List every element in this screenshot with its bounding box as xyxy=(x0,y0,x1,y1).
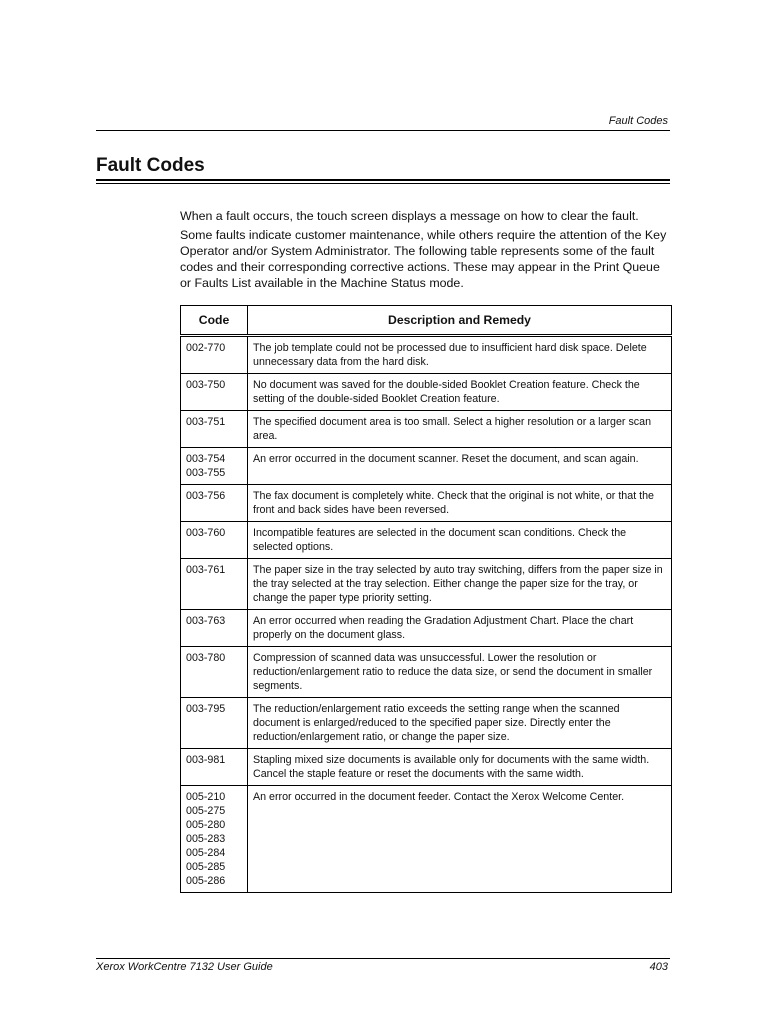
title-rule-thin xyxy=(96,183,670,184)
fault-code: 003-750 xyxy=(186,379,226,391)
fault-code: 003-756 xyxy=(186,490,226,502)
fault-description-cell: No document was saved for the double-sided Booklet Creation feature. Check the setting of the double-sided Booklet Creation feature. xyxy=(248,374,672,411)
fault-code-cell xyxy=(181,749,248,786)
fault-description-cell: An error occurred when reading the Gradation Adjustment Chart. Place the chart properly on the document glass. xyxy=(248,610,672,647)
fault-description-cell: The job template could not be processed due to insufficient hard disk space. Delete unnecessary data from the hard disk. xyxy=(248,336,672,374)
fault-code-cell xyxy=(181,610,248,647)
fault-code: 005-275 xyxy=(186,805,226,817)
fault-code: 003-754 xyxy=(186,453,226,465)
table-row xyxy=(181,559,672,610)
fault-code: 005-285 xyxy=(186,861,226,873)
fault-code: 005-284 xyxy=(186,847,226,859)
fault-code: 003-755 xyxy=(186,467,226,479)
table-row xyxy=(181,786,672,893)
fault-code: 003-981 xyxy=(186,754,226,766)
footer-rule xyxy=(96,958,670,959)
fault-code: 005-280 xyxy=(186,819,226,831)
fault-code-cell xyxy=(181,485,248,522)
header-rule xyxy=(96,130,670,131)
fault-code: 003-795 xyxy=(186,703,226,715)
fault-code-cell xyxy=(181,336,248,374)
fault-code-cell xyxy=(181,786,248,893)
fault-description-cell: Compression of scanned data was unsuccessful. Lower the resolution or reduction/enlargement ratio to reduce the data size, or send the document in smaller segments. xyxy=(248,647,672,698)
fault-code: 003-751 xyxy=(186,416,226,428)
fault-codes-table xyxy=(180,305,672,893)
table-row xyxy=(181,698,672,749)
footer-page-number: 403 xyxy=(649,961,668,973)
title-rule xyxy=(96,179,670,181)
table-row xyxy=(181,647,672,698)
fault-code-cell xyxy=(181,647,248,698)
table-row xyxy=(181,485,672,522)
footer-guide-title: Xerox WorkCentre 7132 User Guide xyxy=(96,961,273,973)
fault-code: 003-760 xyxy=(186,527,226,539)
fault-description-cell: Incompatible features are selected in the document scan conditions. Check the selected options. xyxy=(248,522,672,559)
fault-code-cell xyxy=(181,411,248,448)
fault-code: 003-780 xyxy=(186,652,226,664)
table-row xyxy=(181,411,672,448)
table-row xyxy=(181,336,672,374)
page-title: Fault Codes xyxy=(96,155,205,176)
fault-code-cell xyxy=(181,374,248,411)
code-column-header: Code xyxy=(181,306,248,336)
intro-paragraph-1: When a fault occurs, the touch screen displays a message on how to clear the fault. xyxy=(180,209,639,223)
fault-code: 005-283 xyxy=(186,833,226,845)
description-column-header: Description and Remedy xyxy=(248,306,672,336)
fault-code: 003-761 xyxy=(186,564,226,576)
table-row xyxy=(181,749,672,786)
fault-code: 003-763 xyxy=(186,615,226,627)
table-row xyxy=(181,610,672,647)
fault-description-cell: The paper size in the tray selected by auto tray switching, differs from the paper size in the tray selected at the tray selection. Either change the paper size for the tray, or change the paper type priority setting. xyxy=(248,559,672,610)
fault-code-cell xyxy=(181,448,248,485)
fault-rows xyxy=(181,336,672,893)
fault-code: 005-286 xyxy=(186,875,226,887)
fault-description-cell: An error occurred in the document scanner. Reset the document, and scan again. xyxy=(248,448,672,485)
fault-description-cell: The specified document area is too small. Select a higher resolution or a larger scan area. xyxy=(248,411,672,448)
table-row xyxy=(181,448,672,485)
fault-code: 005-210 xyxy=(186,791,226,803)
fault-code: 002-770 xyxy=(186,342,226,354)
running-header: Fault Codes xyxy=(608,115,668,127)
table-row xyxy=(181,522,672,559)
fault-code-cell xyxy=(181,698,248,749)
fault-code-cell xyxy=(181,522,248,559)
intro-paragraph-2: Some faults indicate customer maintenance, while others require the attention of the Key Operator and/or System Administrator. The following table represents some of the fault codes and their corresponding corrective actions. These may appear in the Print Queue or Faults List available in the Machine Status mode. xyxy=(180,228,667,290)
fault-code-cell xyxy=(181,559,248,610)
fault-description-cell: An error occurred in the document feeder. Contact the Xerox Welcome Center. xyxy=(248,786,672,893)
fault-description-cell: Stapling mixed size documents is available only for documents with the same width. Cancel the staple feature or reset the documents with the same width. xyxy=(248,749,672,786)
fault-description-cell: The reduction/enlargement ratio exceeds the setting range when the scanned document is enlarged/reduced to the specified paper size. Directly enter the reduction/enlargement ratio, or change the paper size. xyxy=(248,698,672,749)
fault-description-cell: The fax document is completely white. Check that the original is not white, or that the front and back sides have been reversed. xyxy=(248,485,672,522)
table-header-row xyxy=(181,306,672,336)
table-row xyxy=(181,374,672,411)
